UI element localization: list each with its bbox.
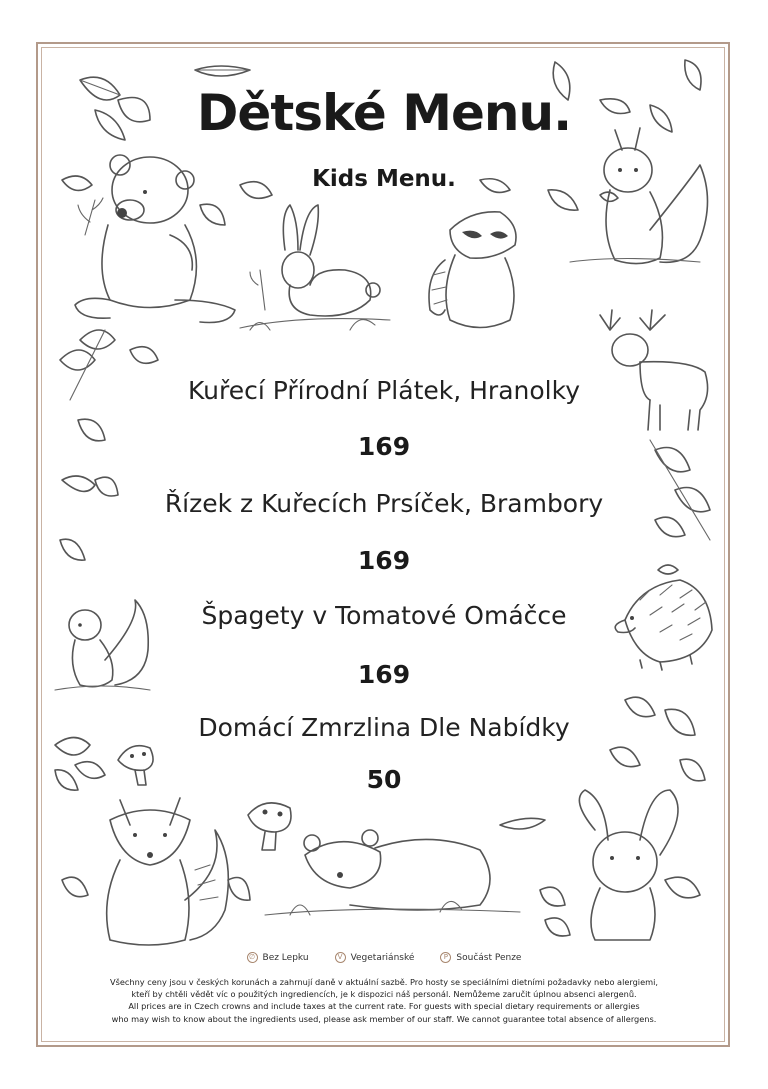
bunny-illustration [540,790,700,940]
legend-label: Vegetariánské [350,952,415,963]
disclaimer-line: All prices are in Czech crowns and include taxes at the current rate. For guests with special dietary requirements or allergies [128,1001,640,1012]
menu-subtitle: Kids Menu. [312,166,456,192]
disclaimer-line: who may wish to know about the ingredients used, please ask member of our staff. We cannot guarantee total absence of allergens. [111,1013,657,1024]
menu-title: Dětské Menu. [196,84,572,142]
legend-item-gluten-free [247,952,309,963]
menu-item-price: 169 [357,432,411,461]
disclaimer-line: Všechny ceny jsou v českých korunách a zahrnují daně v aktuální sazbě. Pro hosty se speciálními dietními požadavky nebo alergiemi, [110,977,658,987]
legend-item-board-included [440,952,521,963]
sleeping-bear-illustration [265,818,545,915]
allergen-legend [0,952,768,963]
mushroom-illustration [248,803,291,850]
raccoon-illustration [429,212,516,328]
menu-item-name: Špagety v Tomatové Omáčce [201,601,567,630]
deer-illustration [600,310,708,430]
legend-label: Součást Penze [456,952,522,963]
legend-item-vegetarian [335,952,415,963]
rabbit-illustration [240,205,390,330]
board-included-icon: P [440,952,451,963]
gluten-free-icon: ∅ [247,952,258,963]
fox-illustration [62,798,250,945]
allergen-disclaimer [60,976,708,1025]
legend-label: Bez Lepku [262,952,309,963]
menu-item-name: Kuřecí Přírodní Plátek, Hranolky [188,376,580,405]
squirrel-illustration [570,128,708,264]
menu-item-price: 169 [357,660,411,689]
menu-item-price: 169 [357,546,411,575]
menu-item-name: Řízek z Kuřecích Prsíček, Brambory [164,489,604,518]
disclaimer-line: kteří by chtěli vědět víc o použitých ingrediencích, je k dispozici náš personál. Nemůžeme zaručit úplnou absenci alergenů. [131,989,637,1000]
menu-item-price: 50 [366,765,402,794]
vegetarian-icon: V [335,952,346,963]
menu-item-name: Domácí Zmrzlina Dle Nabídky [198,713,570,742]
